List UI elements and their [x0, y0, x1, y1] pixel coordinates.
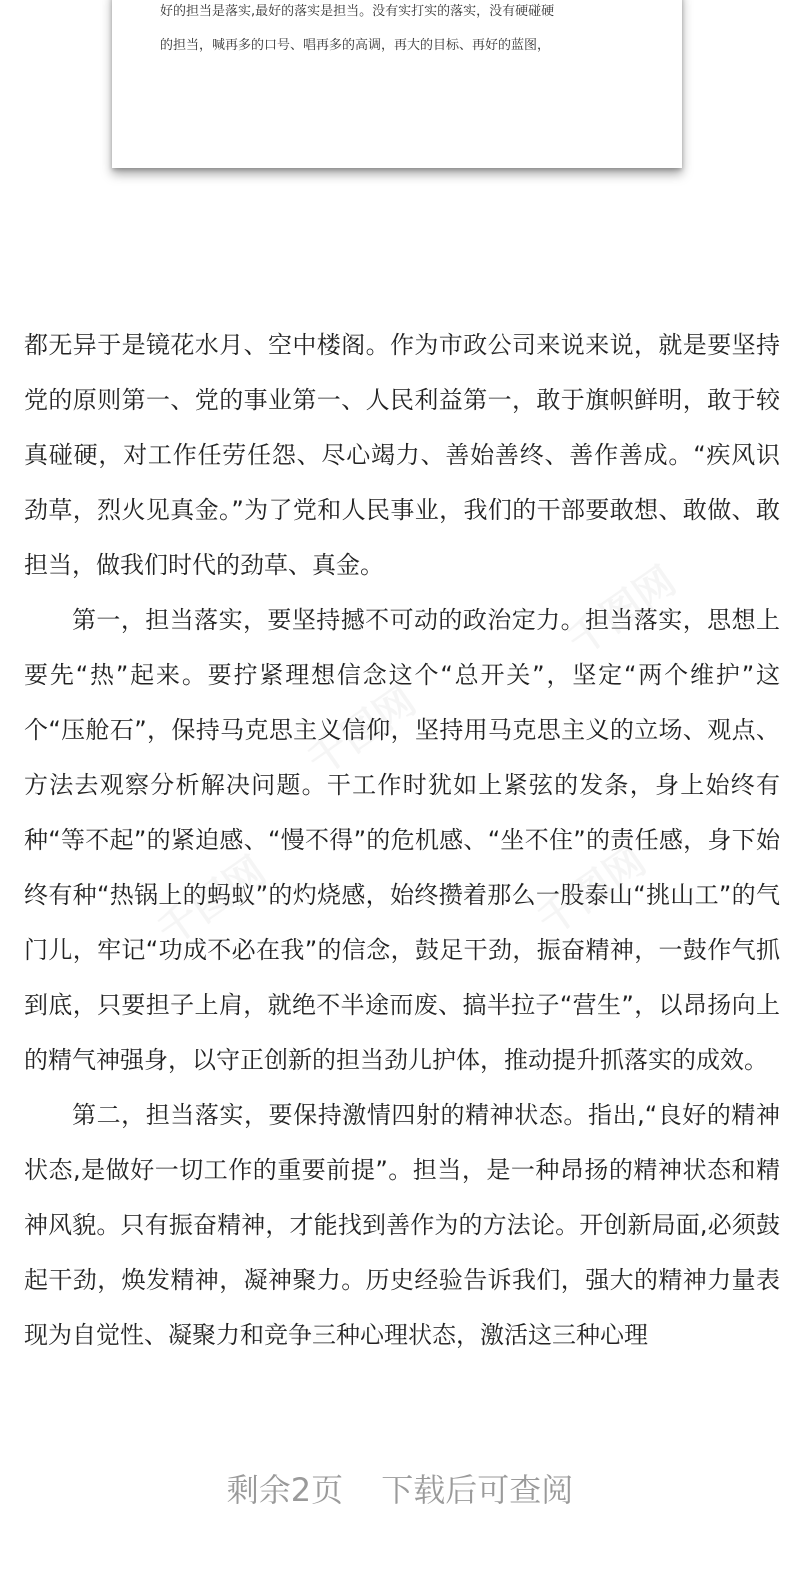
- preview-line-2: 的担当，喊再多的口号、唱再多的高调，再大的目标、再好的蓝图，: [160, 38, 551, 53]
- article-paragraph-1: 都无异于是镜花水月、空中楼阁。作为市政公司来说来说，就是要坚持党的原则第一、党的事业第一、人民利益第一，敢于旗帜鲜明，敢于较真碰硬，对工作任劳任怨、尽心竭力、善始善终、善作善成。“疾风识劲草，烈火见真金。”为了党和人民事业，我们的干部要敢想、敢做、敢担当，做我们时代的劲草、真金。: [24, 331, 780, 579]
- preview-card: [112, 0, 682, 168]
- preview-line-1: 好的担当是落实,最好的落实是担当。没有实打实的落实，没有硬碰硬: [160, 4, 555, 19]
- download-prompt-label[interactable]: 下载后可查阅: [381, 1471, 574, 1509]
- remaining-pages-banner[interactable]: [0, 1468, 800, 1512]
- article-paragraph-2: 第一，担当落实，要坚持撼不可动的政治定力。担当落实，思想上要先“热”起来。要拧紧理想信念这个“总开关”，坚定“两个维护”这个“压舱石”，保持马克思主义信仰，坚持用马克思主义的立场、观点、方法去观察分析解决问题。干工作时犹如上紧弦的发条，身上始终有种“等不起”的紧迫感、“慢不得”的危机感、“坐不住”的责任感，身下始终有种“热锅上的蚂蚁”的灼烧感，始终攒着那么一股泰山“挑山工”的气门儿，牢记“功成不必在我”的信念，鼓足干劲，振奋精神，一鼓作气抓到底，只要担子上肩，就绝不半途而废、搞半拉子“营生”，以昂扬向上的精气神强身，以守正创新的担当劲儿护体，推动提升抓落实的成效。: [24, 606, 780, 1074]
- remaining-pages-label[interactable]: 剩余2页: [226, 1471, 344, 1509]
- article-paragraph-3: 第二，担当落实，要保持激情四射的精神状态。指出,“良好的精神状态,是做好一切工作的重要前提”。担当，是一种昂扬的精神状态和精神风貌。只有振奋精神，才能找到善作为的方法论。开创新局面,必须鼓起干劲，焕发精神，凝神聚力。历史经验告诉我们，强大的精神力量表现为自觉性、凝聚力和竞争三种心理状态，激活这三种心理: [24, 1101, 780, 1349]
- article-body: [24, 318, 780, 1363]
